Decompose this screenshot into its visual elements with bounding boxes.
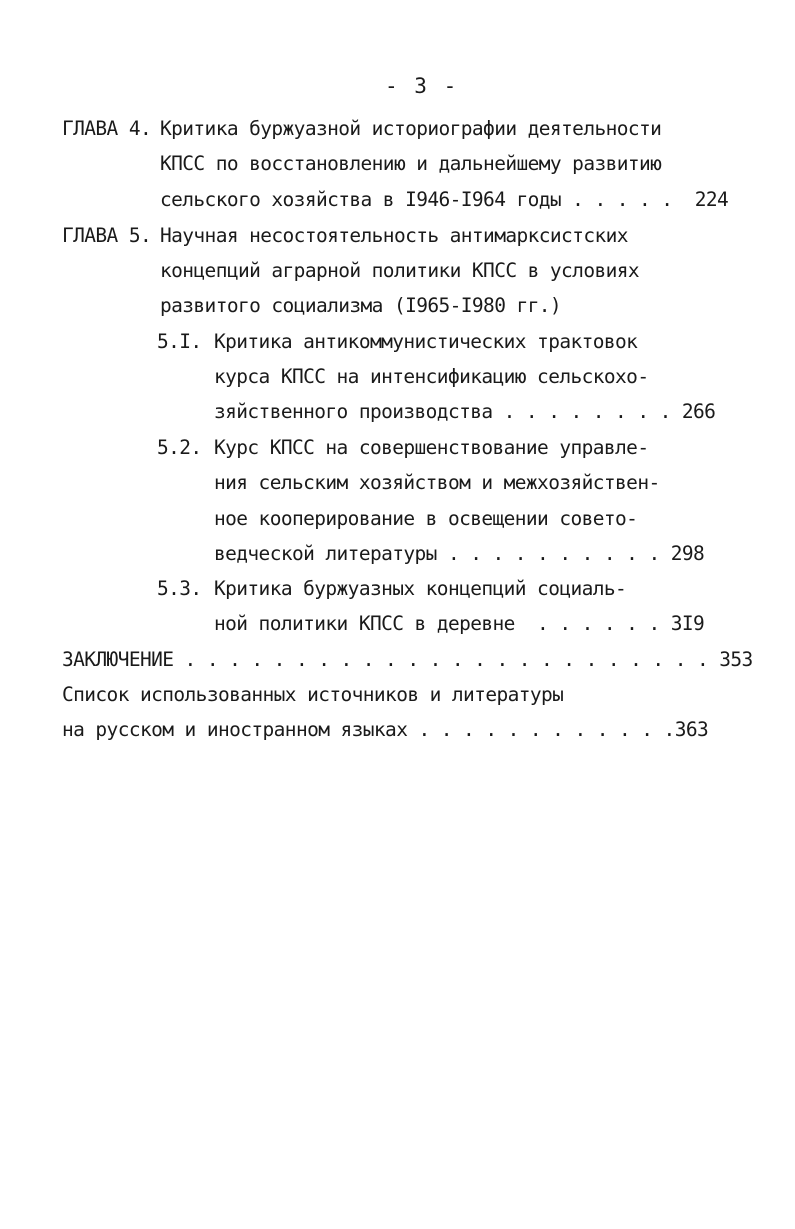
toc-section-5-2-line-2: ния сельским хозяйством и межхозяйствен- [214, 471, 660, 494]
toc-chapter-5-label: ГЛАВА 5. [62, 224, 152, 247]
toc-section-5-2-number: 5.2. [157, 436, 202, 459]
toc-section-5-3-line-1: Критика буржуазных концепций социаль- [214, 577, 627, 600]
toc-sources-line-1: Список использованных источников и литературы [62, 683, 564, 706]
toc-section-5-1-line-2: курса КПСС на интенсификацию сельскохо- [214, 365, 649, 388]
toc-section-5-2-line-4: ведческой литературы . . . . . . . . . . 298 [214, 542, 705, 565]
toc-section-5-1-line-3: зяйственного производства . . . . . . . . 266 [214, 400, 716, 423]
toc-chapter-4-line-1: Критика буржуазной историографии деятельности [160, 117, 662, 140]
toc-conclusion: ЗАКЛЮЧЕНИЕ . . . . . . . . . . . . . . . . . . . . . . . . 353 [62, 648, 753, 671]
page-number: - 3 - [385, 74, 459, 98]
toc-sources-line-2: на русском и иностранном языках . . . . . . . . . . . .363 [62, 718, 709, 741]
toc-chapter-5-line-1: Научная несостоятельность антимарксистских [160, 224, 628, 247]
toc-section-5-2-line-3: ное кооперирование в освещении советo- [214, 507, 638, 530]
toc-section-5-1-line-1: Критика антикоммунистических трактовок [214, 330, 638, 353]
toc-section-5-1-number: 5.I. [157, 330, 202, 353]
toc-chapter-4-line-2: КПСС по восстановлению и дальнейшему развитию [160, 152, 662, 175]
toc-chapter-4-label: ГЛАВА 4. [62, 117, 152, 140]
toc-chapter-5-line-2: концепций аграрной политики КПСС в условиях [160, 259, 640, 282]
toc-section-5-3-number: 5.3. [157, 577, 202, 600]
toc-chapter-5-line-3: развитого социализма (I965-I980 гг.) [160, 294, 562, 317]
toc-section-5-2-line-1: Курс КПСС на совершенствование управле- [214, 436, 649, 459]
toc-section-5-3-line-2: ной политики КПСС в деревне . . . . . . 3I9 [214, 612, 705, 635]
toc-chapter-4-line-3: сельского хозяйства в I946-I964 годы . . . . . 224 [160, 188, 729, 211]
